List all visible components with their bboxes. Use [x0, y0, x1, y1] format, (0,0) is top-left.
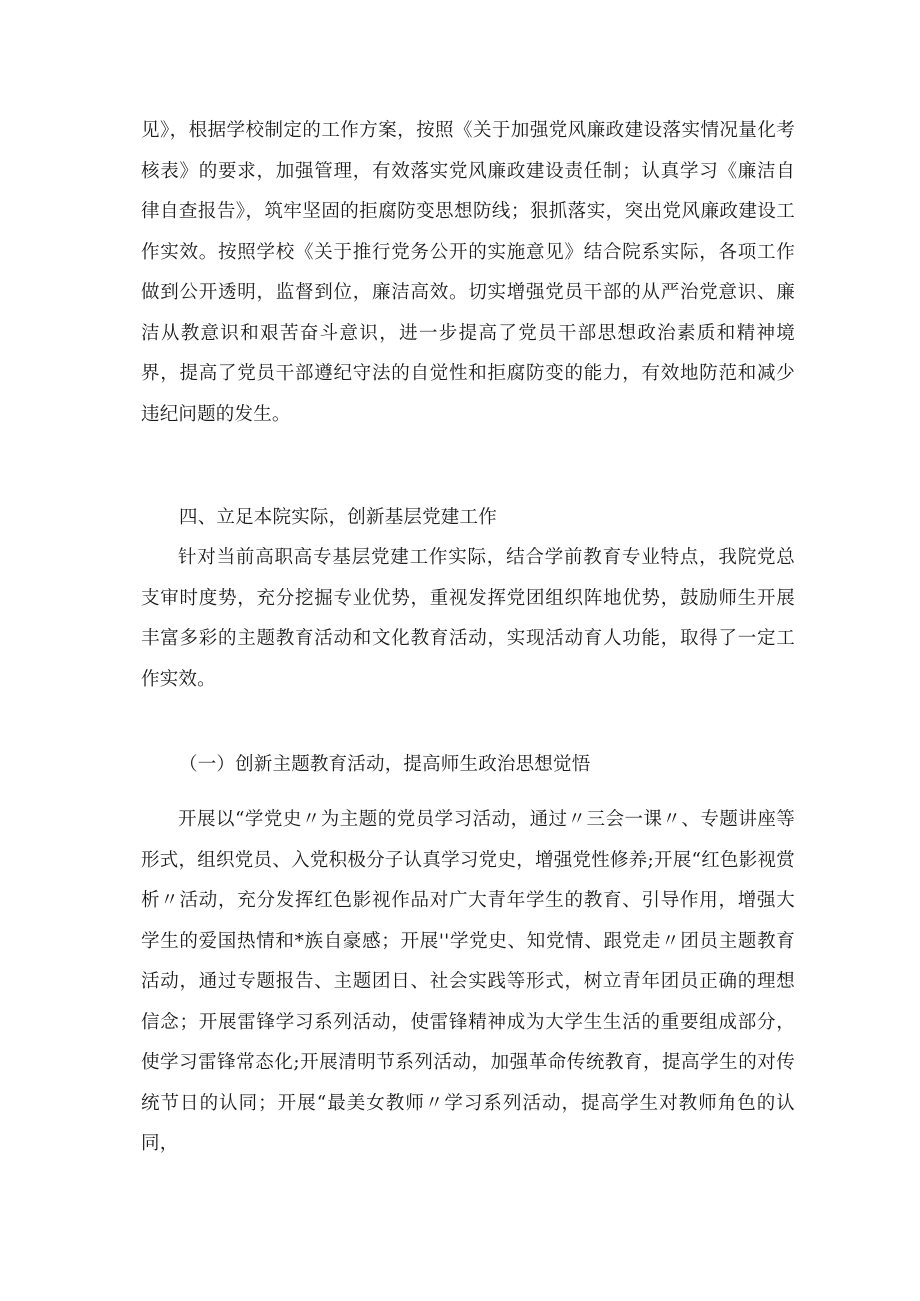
section-heading-four: 四、立足本院实际，创新基层党建工作 [179, 507, 497, 528]
paragraph-theme-education: 开展以“学党史〃为主题的党员学习活动，通过〃三会一课〃、专题讲座等形式，组织党员、入党积极分子认真学习党史，增强党性修养;开展“红色影视赏析〃活动，充分发挥红色影视作品对广大青年学生的教育、引导作用，增强大学生的爱国热情和*族自豪感；开展''学党史、知党情、跟党走〃团员主题教育活动，通过专题报告、主题团日、社会实践等形式，树立青年团员正确的理想信念；开展雷锋学习系列活动，使雷锋精神成为大学生生活的重要组成部分，使学习雷锋常态化;开展清明节系列活动，加强革命传统教育，提高学生的对传统节日的认同；开展“最美女教师〃学习系列活动，提高学生对教师角色的认同， [141, 809, 795, 1154]
subsection-heading-one: （一）创新主题教育活动，提高师生政治思想觉悟 [179, 754, 591, 775]
paragraph-party-conduct: 见》，根据学校制定的工作方案，按照《关于加强党风廉政建设落实情况量化考核表》的要求，加强管理，有效落实党风廉政建设责任制；认真学习《廉洁自律自查报告》，筑牢坚固的拒腐防变思想防线；狠抓落实，突出党风廉政建设工作实效。按照学校《关于推行党务公开的实施意见》结合院系实际，各项工作做到公开透明，监督到位，廉洁高效。切实增强党员干部的从严治党意识、廉洁从教意识和艰苦奋斗意识，进一步提高了党员干部思想政治素质和精神境界，提高了党员干部遵纪守法的自觉性和拒腐防变的能力，有效地防范和减少违纪问题的发生。 [141, 120, 795, 425]
paragraph-grassroots-party: 针对当前高职高专基层党建工作实际，结合学前教育专业特点，我院党总支审时度势，充分挖掘专业优势，重视发挥党团组织阵地优势，鼓励师生开展丰富多彩的主题教育活动和文化教育活动，实现活动育人功能，取得了一定工作实效。 [141, 547, 795, 690]
